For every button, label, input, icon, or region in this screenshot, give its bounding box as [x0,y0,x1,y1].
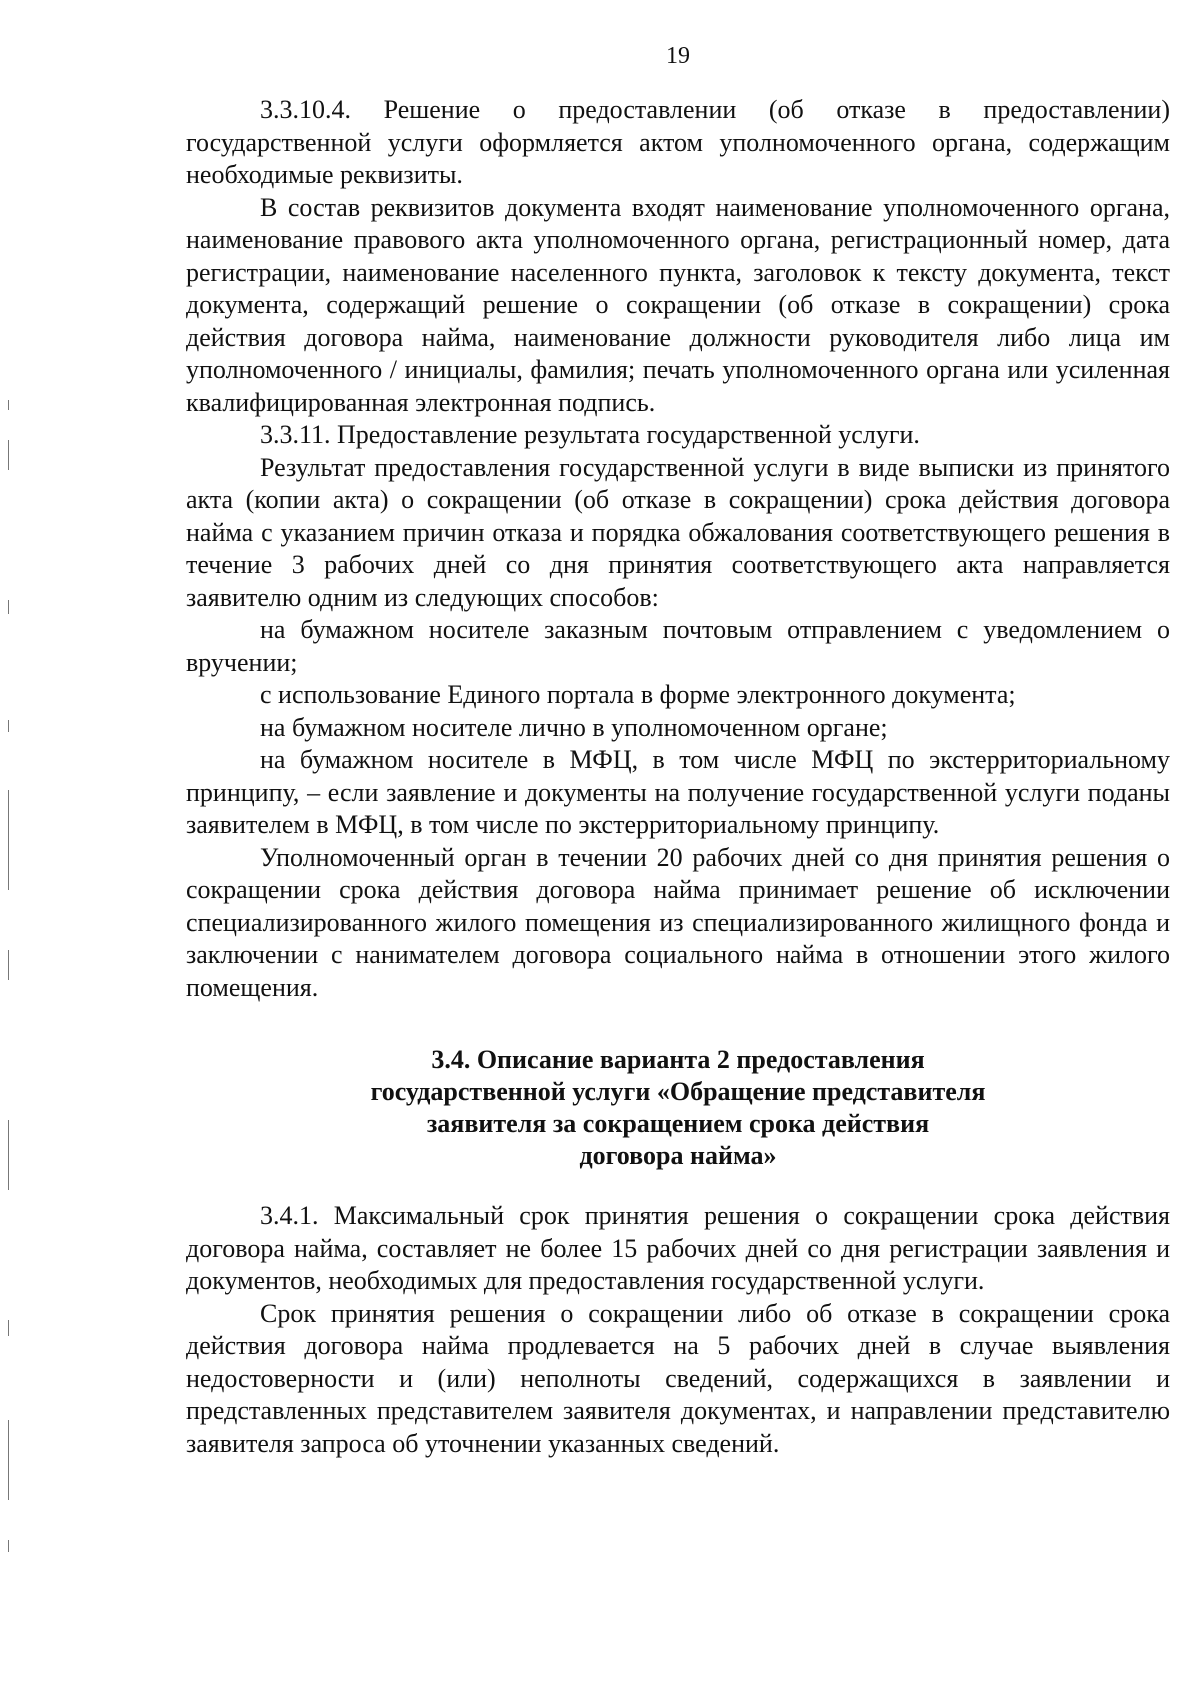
scan-mark [8,790,9,890]
paragraph: Срок принятия решения о сокращении либо об отказе в сокращении срока действия договора найма продлевается на 5 рабочих дней в случае выявления недостоверности и (или) неполноты сведений, содержащихся в заявлении и представленных представителем заявителя документах, и направлении представителю заявителя запроса об уточнении указанных сведений. [186,1298,1170,1458]
scan-margin-marks [4,0,14,1697]
paragraph: 3.3.11. Предоставление результата государственной услуги. [260,420,920,449]
page-number: 19 [666,43,690,69]
paragraph: Уполномоченный орган в течении 20 рабочих дней со дня принятия решения о сокращении срока действия договора найма принимает решение об исключении специализированного жилого помещения из специализированного жилищного фонда и заключении с нанимателем договора социального найма в отношении этого жилого помещения. [186,842,1170,1002]
paragraph: с использование Единого портала в форме электронного документа; [260,680,1016,709]
section-title-line: 3.4. Описание варианта 2 предоставления [431,1045,925,1074]
scan-mark [8,600,9,614]
paragraph: на бумажном носителе лично в уполномоченном органе; [260,712,888,742]
section-title-line: договора найма» [579,1141,777,1170]
section-title [186,1044,1170,1172]
body-before-section [186,94,1170,1004]
scan-mark [8,1320,9,1336]
paragraph: на бумажном носителе в МФЦ, в том числе МФЦ по экстерриториальному принципу, – если заявление и документы на получение государственной услуги поданы заявителем в МФЦ, в том числе по экстерриториальному принципу. [186,745,1170,839]
section-title-line: государственной услуги «Обращение представителя [370,1077,986,1106]
paragraph: В состав реквизитов документа входят наименование уполномоченного органа, наименование правового акта уполномоченного органа, регистрационный номер, дата регистрации, наименование населенного пункта, заголовок к тексту документа, текст документа, содержащий решение о сокращении (об отказе в сокращении) срока действия договора найма, наименование должности руководителя либо лица им уполномоченного / инициалы, фамилия; печать уполномоченного органа или усиленная квалифицированная электронная подпись. [186,192,1170,417]
paragraph: 3.3.10.4. Решение о предоставлении (об отказе в предоставлении) государственной услуги оформляется актом уполномоченного органа, содержащим необходимые реквизиты. [186,95,1170,189]
document-page [186,36,1170,1460]
scan-mark [8,720,9,732]
paragraph: Результат предоставления государственной услуги в виде выписки из принятого акта (копии акта) о сокращении (об отказе в сокращении) срока действия договора найма с указанием причин отказа и порядка обжалования соответствующего решения в течение 3 рабочих дней со дня принятия соответствующего акта направляется заявителю одним из следующих способов: [186,452,1170,612]
scan-mark [8,440,9,470]
scan-mark [8,400,9,410]
section-title-line: заявителя за сокращением срока действия [426,1109,930,1138]
scan-mark [8,1460,9,1500]
paragraph: на бумажном носителе заказным почтовым отправлением с уведомлением о вручении; [186,615,1170,677]
paragraph: 3.4.1. Максимальный срок принятия решения о сокращении срока действия договора найма, составляет не более 15 рабочих дней со дня регистрации заявления и документов, необходимых для предоставления государственной услуги. [186,1201,1170,1295]
body-after-section [186,1200,1170,1460]
scan-mark [8,1120,9,1190]
scan-mark [8,950,9,980]
scan-mark [8,1540,9,1552]
scan-mark [8,1420,9,1460]
